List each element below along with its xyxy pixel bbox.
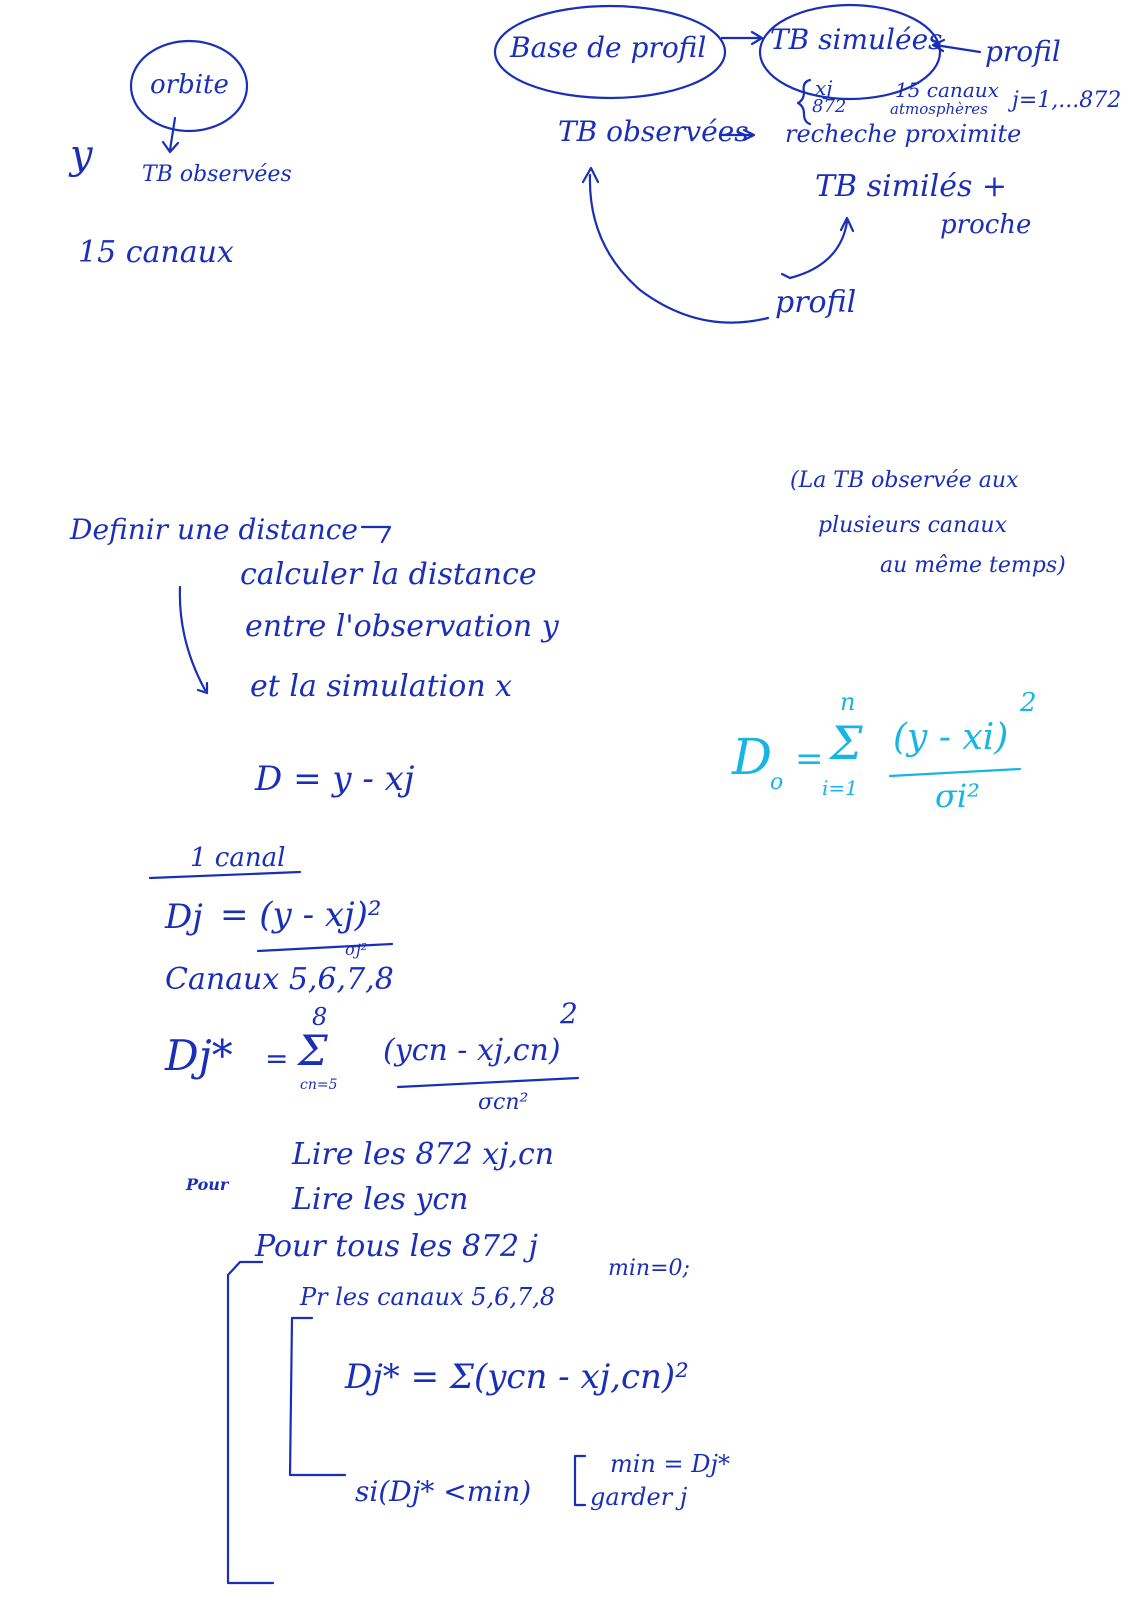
d0-eq: =: [795, 739, 824, 779]
distance-down-arrow: [180, 587, 207, 693]
min-init: min=0;: [608, 1256, 690, 1281]
pr-canaux: Pr les canaux 5,6,7,8: [300, 1283, 556, 1311]
feedback-loop: [590, 175, 768, 323]
d0-denominator: σi²: [935, 777, 980, 815]
djstar-sum-sym: Σ: [298, 1026, 328, 1075]
pour-tous: Pour tous les 872 j: [255, 1229, 538, 1264]
djstar-numerator: (ycn - xj,cn): [383, 1033, 561, 1068]
base-de-profil-label: Base de profil: [510, 31, 707, 64]
xj-brace: [798, 80, 810, 124]
d0-sub: o: [770, 770, 784, 795]
atmospheres-label: atmosphères: [890, 100, 988, 118]
djstar-lhs: Dj*: [165, 1031, 233, 1080]
profil-top-label: profil: [985, 35, 1061, 68]
d0-sum-top: n: [840, 688, 856, 716]
profil-to-proche-arrow: [790, 218, 853, 278]
garder-j: garder j: [590, 1483, 688, 1511]
tb-observees-left: TB observées: [142, 162, 292, 187]
dj-fraction-bar: [258, 944, 392, 951]
dj-den: σj²: [345, 940, 368, 959]
y-label: y: [70, 132, 93, 178]
n872-label: 872: [812, 96, 847, 117]
orbite-label: orbite: [150, 70, 229, 100]
recherche-proximite-label: recheche proximite: [785, 120, 1022, 148]
tb-observees-mid: TB observées: [558, 115, 749, 148]
djstar-fraction-bar: [398, 1078, 578, 1087]
djstar-sum-bottom: cn=5: [300, 1077, 338, 1093]
lire-y: Lire les ycn: [292, 1182, 469, 1217]
calculer-distance: calculer la distance: [240, 557, 537, 592]
note-line2: plusieurs canaux: [818, 513, 1007, 538]
dj-lhs: Dj: [165, 897, 203, 937]
tb-simulees-label: TB simulées: [770, 23, 943, 56]
d0-numerator: (y - xi): [893, 717, 1009, 758]
dj-update: Dj* = Σ(ycn - xj,cn)²: [345, 1357, 689, 1397]
base-to-tb-arrow: [722, 32, 762, 44]
note-line1: (La TB observée aux: [790, 468, 1019, 493]
si-condition: si(Dj* <min): [355, 1475, 532, 1508]
djstar-denominator: σcn²: [478, 1090, 529, 1115]
profil-bottom-label: profil: [775, 285, 857, 320]
dj-rhs: = (y - xj)²: [220, 895, 382, 935]
d0-sum-bottom: i=1: [822, 776, 858, 800]
d-eq-y-minus-xj: D = y - xj: [255, 759, 415, 799]
et-simulation: et la simulation x: [250, 669, 513, 704]
lire-x: Lire les 872 xj,cn: [292, 1137, 555, 1172]
si-bracket: [575, 1456, 585, 1505]
definir-distance: Definir une distance: [70, 513, 358, 546]
d0-fraction-bar: [890, 769, 1020, 776]
d0-sum-sym: Σ: [830, 716, 863, 770]
note-line3: au même temps): [880, 553, 1066, 578]
entre-observation: entre l'observation y: [245, 609, 559, 644]
min-set: min = Dj*: [610, 1450, 730, 1478]
xj-label: xj: [815, 76, 833, 100]
d0-lhs: D: [732, 728, 773, 786]
inner-bracket: [290, 1318, 345, 1475]
djstar-sum-top: 8: [312, 1003, 328, 1031]
d0-power: 2: [1020, 688, 1037, 718]
one-canal-heading: 1 canal: [190, 843, 286, 873]
outer-bracket: [228, 1262, 273, 1583]
orbite-arrow: [163, 118, 178, 152]
j-range-label: j=1,...872: [1012, 88, 1122, 113]
scratched-word: Pour: [186, 1175, 229, 1194]
tb-simules-proche-line1: TB similés +: [815, 169, 1008, 204]
profil-to-proche-tail: [782, 274, 790, 278]
djstar-eq: =: [265, 1042, 289, 1075]
djstar-power: 2: [560, 997, 578, 1030]
canaux-15-top: 15 canaux: [895, 78, 999, 102]
canaux-5678: Canaux 5,6,7,8: [165, 962, 394, 997]
canaux-15-left: 15 canaux: [78, 235, 234, 270]
tb-simules-proche-line2: proche: [940, 210, 1032, 240]
definir-bracket: [362, 527, 390, 542]
